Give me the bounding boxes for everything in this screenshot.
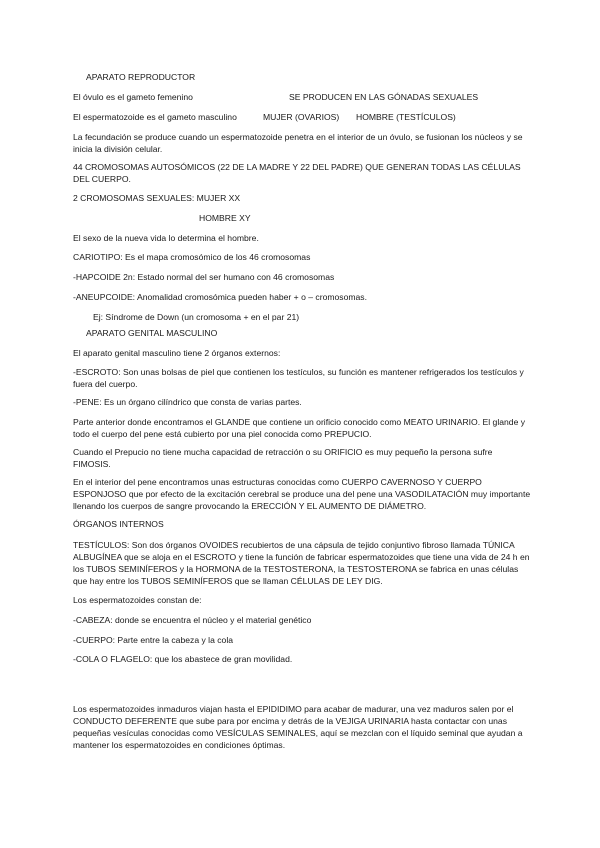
fecundacion-paragraph: La fecundación se produce cuando un espermatozoide penetra en el interior de un óvulo, se fusionan los núcleos y se inicia la división celular. (73, 132, 523, 154)
cuerpo-line: -CUERPO: Parte entre la cabeza y la cola (73, 635, 234, 645)
section-heading-genital-masculino: APARATO GENITAL MASCULINO (86, 328, 218, 338)
epididimo-paragraph: Los espermatozoides inmaduros viajan hasta el EPIDIDIMO para acabar de madurar, una vez maduros salen por el CONDUCTO DEFERENTE que sube para por encima y detrás de la VEJIGA URINARIA hasta contactar con unas pequeñas vesículas conocidas como VESÍCULAS SEMINALES, aquí se mezclan con el líquido seminal que ayudan a mantener los espermatozoides en condiciones óptimas. (73, 704, 523, 750)
cabeza-line: -CABEZA: donde se encuentra el núcleo y el material genético (73, 615, 312, 625)
organos-externos-line: El aparato genital masculino tiene 2 órganos externos: (73, 348, 281, 358)
section-heading-aparato-reproductor: APARATO REPRODUCTOR (86, 72, 196, 82)
testiculos-paragraph: TESTÍCULOS: Son dos órganos OVOIDES recubiertos de una cápsula de tejido conjuntivo fibroso llamada TÚNICA ALBUGÍNEA que se aloja en el ESCROTO y tiene la función de fabricar espermatozoides que tiene una vida de 24 h en los TUBOS SEMINÍFEROS y la HORMONA de la TESTOSTERONA, la TESTOSTERONA se fabrica en unas células que hay entre los TUBOS SEMINÍFEROS que se llaman CÉLULAS DE LEY DIG. (73, 540, 530, 586)
cavernoso-paragraph: En el interior del pene encontramos unas estructuras conocidas como CUERPO CAVERNOSO Y CUERPO ESPONJOSO que por efecto de la excitación cerebral se produce una del pene una VASODILATACIÓN muy importante llenando los cuerpos de sangre provocando la ERECCIÓN Y EL AUMENTO DE DIÁMETRO. (73, 477, 531, 511)
ovulo-line: El óvulo es el gameto femenino (73, 92, 193, 102)
aneupcoide-line: -ANEUPCOIDE: Anomalidad cromosómica pueden haber + o – cromosomas. (73, 292, 367, 302)
hapcoide-line: -HAPCOIDE 2n: Estado normal del ser humano con 46 cromosomas (73, 272, 335, 282)
autosomicos-paragraph: 44 CROMOSOMAS AUTOSÓMICOS (22 DE LA MADRE Y 22 DEL PADRE) QUE GENERAN TODAS LAS CÉLULAS DEL CUERPO. (73, 162, 521, 184)
cariotipo-line: CARIOTIPO: Es el mapa cromosómico de los 46 cromosomas (73, 252, 311, 262)
gonadas-line: SE PRODUCEN EN LAS GÓNADAS SEXUALES (289, 92, 479, 102)
fimosis-paragraph: Cuando el Prepucio no tiene mucha capacidad de retracción o su ORIFICIO es muy pequeño la persona sufre FIMOSIS. (73, 447, 493, 469)
down-line: Ej: Síndrome de Down (un cromosoma + en el par 21) (93, 312, 300, 322)
mujer-ovarios-label: MUJER (OVARIOS) (263, 112, 340, 122)
constan-line: Los espermatozoides constan de: (73, 595, 202, 605)
escroto-paragraph: -ESCROTO: Son unas bolsas de piel que contienen los testículos, su función es mantener refrigerados los testículos y fuera del cuerpo. (73, 367, 524, 389)
cola-line: -COLA O FLAGELO: que los abastece de gran movilidad. (73, 654, 293, 664)
hombre-testiculos-label: HOMBRE (TESTÍCULOS) (356, 112, 456, 122)
sexo-line: El sexo de la nueva vida lo determina el hombre. (73, 233, 259, 243)
pene-line: -PENE: Es un órgano cilíndrico que consta de varias partes. (73, 397, 302, 407)
sexuales-line: 2 CROMOSOMAS SEXUALES: MUJER XX (73, 193, 241, 203)
espermatozoide-line: El espermatozoide es el gameto masculino (73, 112, 237, 122)
hombre-xy-line: HOMBRE XY (199, 213, 251, 223)
glande-paragraph: Parte anterior donde encontramos el GLANDE que contiene un orificio conocido como MEATO URINARIO. El glande y todo el cuerpo del pene está cubierto por una piel conocida como PREPUCIO. (73, 417, 526, 439)
section-heading-organos-internos: ÓRGANOS INTERNOS (73, 519, 164, 529)
